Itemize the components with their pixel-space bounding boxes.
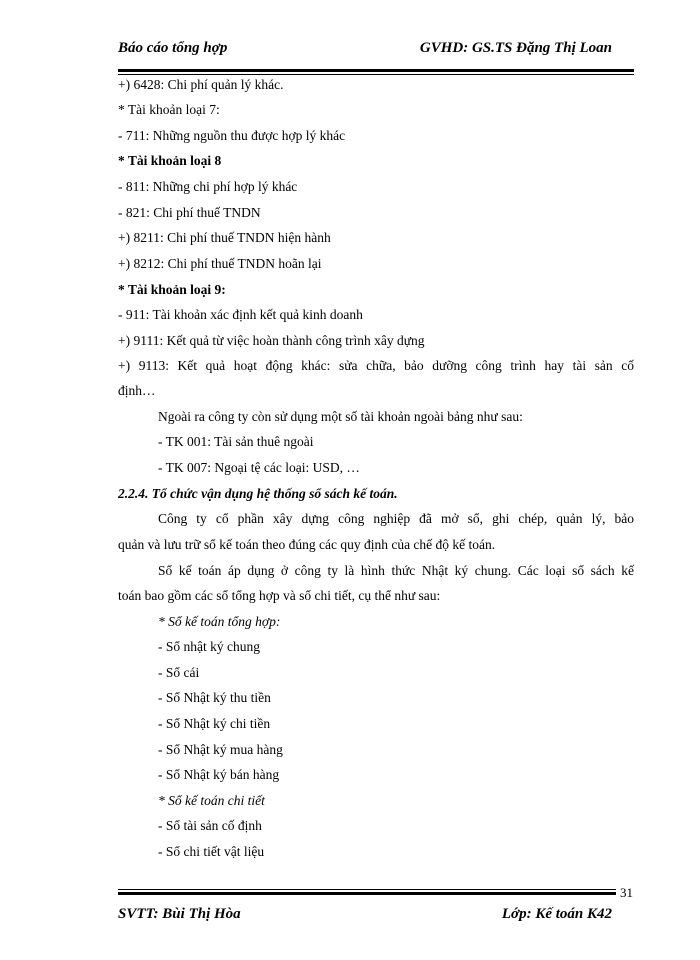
text-line: - 811: Những chi phí hợp lý khác bbox=[118, 179, 298, 194]
list-item: - Sổ Nhật ký mua hàng bbox=[158, 742, 283, 757]
header-supervisor: GVHD: GS.TS Đặng Thị Loan bbox=[419, 40, 612, 56]
text-line: +) 9113: Kết quả hoạt động khác: sửa chữa, bảo dưỡng công trình hay tài sản cố bbox=[118, 358, 634, 373]
text-line: * Tài khoản loại 7: bbox=[118, 102, 220, 117]
page-footer bbox=[118, 906, 612, 926]
text-line: Ngoài ra công ty còn sử dụng một số tài khoản ngoài bảng như sau: bbox=[158, 409, 523, 424]
list-item: - Sổ tài sản cố định bbox=[158, 818, 262, 833]
text-line: quản và lưu trữ sổ kế toán theo đúng các quy định của chế độ kế toán. bbox=[118, 537, 496, 552]
list-item: - Sổ Nhật ký thu tiền bbox=[158, 690, 271, 705]
footer-student: SVTT: Bùi Thị Hòa bbox=[118, 906, 241, 922]
text-line: - 711: Những nguồn thu được hợp lý khác bbox=[118, 128, 346, 143]
footer-rule-thick bbox=[118, 892, 616, 895]
header-rule-thick bbox=[118, 69, 634, 72]
list-item: - Sổ Nhật ký bán hàng bbox=[158, 767, 280, 782]
footer-class: Lớp: Kế toán K42 bbox=[501, 906, 612, 922]
text-line: - 911: Tài khoản xác định kết quả kinh doanh bbox=[118, 307, 363, 322]
list-item: - Sổ chi tiết vật liệu bbox=[158, 844, 265, 859]
subheading: * Tài khoản loại 9: bbox=[118, 282, 226, 297]
list-item: - Sổ nhật ký chung bbox=[158, 639, 260, 654]
text-line: - TK 007: Ngoại tệ các loại: USD, … bbox=[158, 460, 360, 475]
footer-rule-thin bbox=[118, 889, 616, 890]
text-line: +) 8211: Chi phí thuế TNDN hiện hành bbox=[118, 230, 331, 245]
text-line: +) 8212: Chi phí thuế TNDN hoãn lại bbox=[118, 256, 322, 271]
text-line: +) 9111: Kết quả từ việc hoàn thành công trình xây dựng bbox=[118, 333, 425, 348]
text-line: Công ty cổ phần xây dựng công nghiệp đã mở sổ, ghi chép, quản lý, bảo bbox=[158, 511, 634, 526]
subheading: * Sổ kế toán chi tiết bbox=[158, 793, 265, 808]
text-line: định… bbox=[118, 383, 156, 398]
text-line: Sổ kế toán áp dụng ở công ty là hình thức Nhật ký chung. Các loại sổ sách kế bbox=[158, 563, 634, 578]
page-header bbox=[118, 40, 612, 60]
section-heading: 2.2.4. Tổ chức vận dụng hệ thống sổ sách kế toán. bbox=[118, 486, 398, 501]
subheading: * Tài khoản loại 8 bbox=[118, 153, 222, 168]
text-line: +) 6428: Chi phí quản lý khác. bbox=[118, 77, 284, 92]
text-line: - 821: Chi phí thuế TNDN bbox=[118, 205, 261, 220]
header-rule-thin bbox=[118, 74, 634, 75]
text-line: toán bao gồm các sổ tổng hợp và sổ chi tiết, cụ thể như sau: bbox=[118, 588, 441, 603]
page-number: 31 bbox=[620, 885, 633, 900]
list-item: - Sổ Nhật ký chi tiền bbox=[158, 716, 271, 731]
subheading: * Sổ kế toán tổng hợp: bbox=[158, 614, 281, 629]
list-item: - Sổ cái bbox=[158, 665, 200, 680]
header-report-title: Báo cáo tổng hợp bbox=[118, 40, 228, 56]
text-line: - TK 001: Tài sản thuê ngoài bbox=[158, 434, 314, 449]
